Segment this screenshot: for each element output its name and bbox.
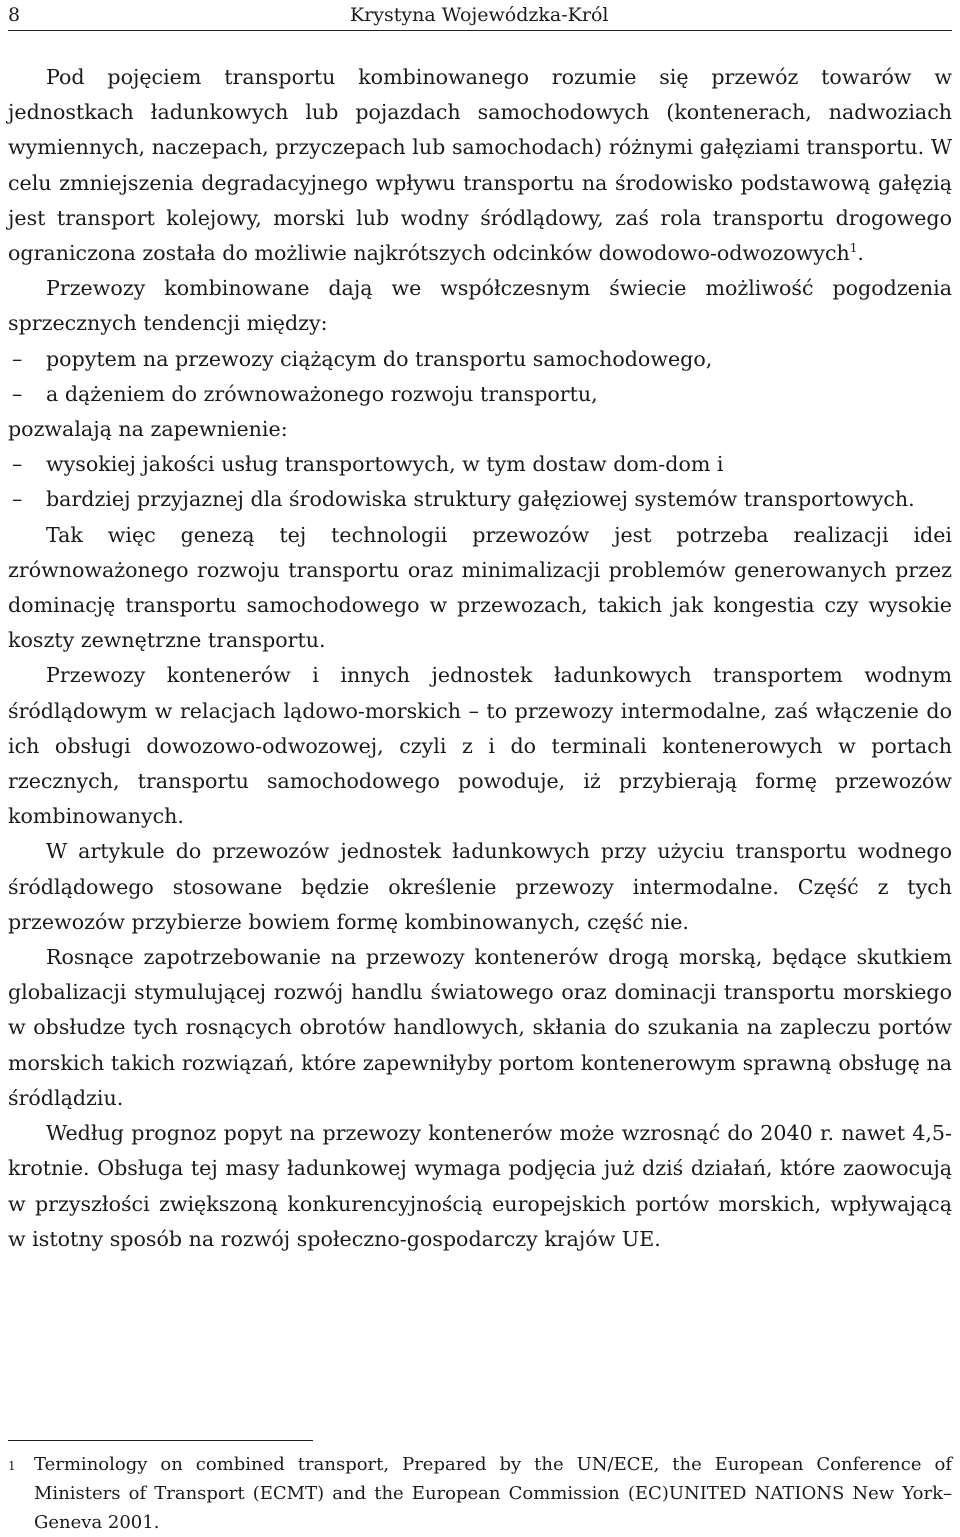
paragraph-container-demand: Rosnące zapotrzebowanie na przewozy kontenerów drogą morską, będące skutkiem globalizacji stymulującej rozwój handlu światowego oraz dominacji transportu morskiego w obsłudze tych rosnących obrotów handlowych, skłania do szukania na zapleczu portów morskich takich rozwiązań, które zapewniłyby portom kontenerowym sprawną obsługę na śródlądziu. — [8, 945, 952, 1110]
benefits-list — [8, 447, 952, 517]
body-text — [8, 60, 952, 1257]
footnote-divider — [8, 1440, 313, 1441]
paragraph-text: Pod pojęciem transportu kombinowanego rozumie się przewóz towarów w jednostkach ładunkowych lub pojazdach samochodowych (kontenerach, nadwoziach wymiennych, naczepach, przyczepach lub samochodach) różnymi gałęziami transportu. W celu zmniejszenia degradacyjnego wpływu transportu na środowisko podstawową gałęzią jest transport kolejowy, morski lub wodny śródlądowy, zaś rola transportu drogowego ograniczona została do możliwie najkrótszych odcinków dowodowo-odwozowych — [8, 65, 952, 266]
page-number: 8 — [8, 4, 21, 26]
list-item: – bardziej przyjaznej dla środowiska struktury gałęziowej systemów transportowych. — [8, 482, 952, 517]
paragraph-forecast: Według prognoz popyt na przewozy kontenerów może wzrosnąć do 2040 r. nawet 4,5-krotnie. Obsługa tej masy ładunkowej wymaga podjęcia już dziś działań, które zaowocują w przyszłości zwiększoną konkurencyjnością europejskich portów morskich, wpływającą w istotny sposób na rozwój społeczno-gospodarczy krajów UE. — [8, 1121, 952, 1251]
paragraph-terminology: W artykule do przewozów jednostek ładunkowych przy użyciu transportu wodnego śródlądowego stosowane będzie określenie przewozy intermodalne. Część z tych przewozów przybierze bowiem formę kombinowanych, część nie. — [8, 839, 952, 934]
paragraph-enable-intro: pozwalają na zapewnienie: — [8, 417, 288, 442]
footnote-text: Terminology on combined transport, Prepared by the UN/ECE, the European Conference of Ministers of Transport (ECMT) and the European Commission (EC)UNITED NATIONS New York–Geneva 2001. — [34, 1454, 952, 1533]
paragraph-intermodal: Przewozy kontenerów i innych jednostek ładunkowych transportem wodnym śródlądowym w relacjach lądowo-morskich – to przewozy intermodalne, zaś włączenie do ich obsługi dowozowo-odwozowej, czyli z i do terminali kontenerowych w portach rzecznych, transportu samochodowego powoduje, iż przybierają formę przewozów kombinowanych. — [8, 663, 952, 829]
paragraph-combined-transport-definition — [8, 60, 952, 271]
paragraph-tendencies-intro: Przewozy kombinowane dają we współczesnym świecie możliwość pogodzenia sprzecznych tendencji między: — [8, 276, 952, 336]
footnote — [8, 1450, 952, 1537]
footnote-number: 1 — [8, 1459, 16, 1473]
list-item: – a dążeniem do zrównoważonego rozwoju transportu, — [8, 377, 952, 412]
footnote-reference: 1 — [849, 241, 858, 256]
tendencies-list — [8, 342, 952, 412]
paragraph-end-punctuation: . — [857, 241, 864, 266]
paragraph-genesis: Tak więc genezą tej technologii przewozów jest potrzeba realizacji idei zrównoważonego rozwoju transportu oraz minimalizacji problemów generowanych przez dominację transportu samochodowego w przewozach, takich jak kongestia czy wysokie koszty zewnętrzne transportu. — [8, 522, 952, 653]
list-item: – wysokiej jakości usług transportowych, w tym dostaw dom-dom i — [8, 447, 952, 482]
list-item: – popytem na przewozy ciążącym do transportu samochodowego, — [8, 342, 952, 377]
running-title-author: Krystyna Wojewódzka-Król — [350, 4, 609, 26]
page-header — [8, 2, 952, 31]
